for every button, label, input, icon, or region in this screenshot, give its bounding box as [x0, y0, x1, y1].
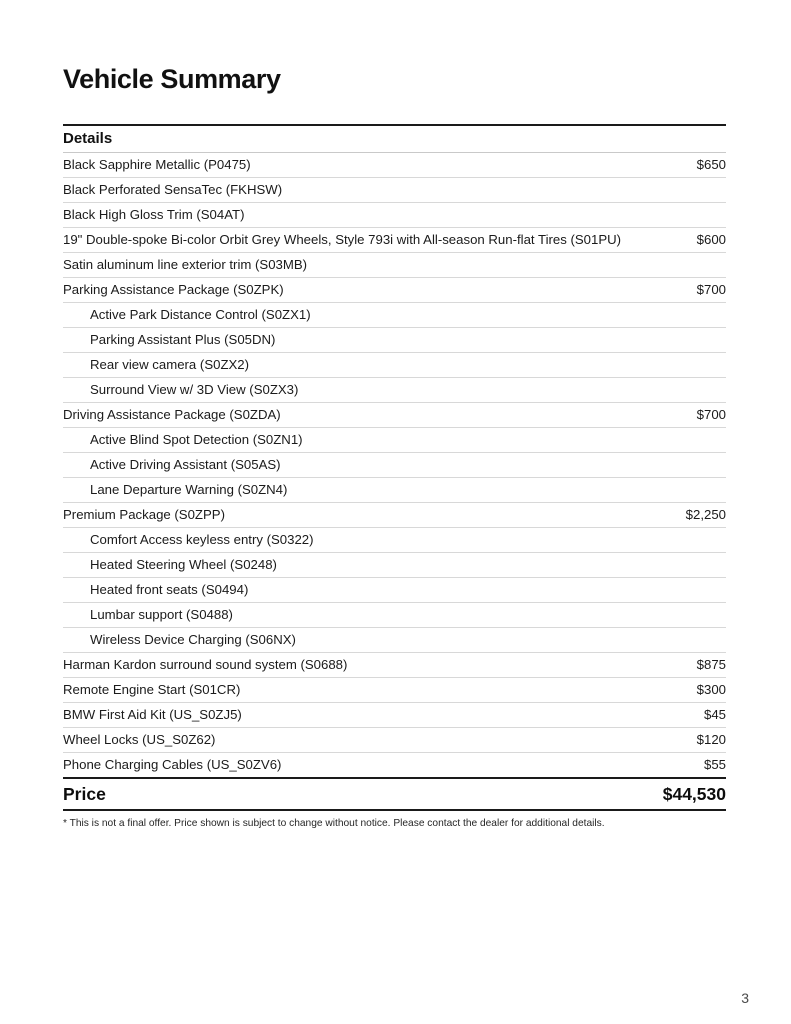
- table-row: [63, 628, 726, 653]
- row-label: Parking Assistance Package (S0ZPK): [63, 282, 284, 297]
- row-value: $700: [696, 282, 726, 297]
- row-label: Surround View w/ 3D View (S0ZX3): [90, 382, 299, 397]
- row-label: BMW First Aid Kit (US_S0ZJ5): [63, 707, 242, 722]
- table-row: [63, 503, 726, 528]
- row-label: Black High Gloss Trim (S04AT): [63, 207, 245, 222]
- table-row: [63, 703, 726, 728]
- table-row: [63, 203, 726, 228]
- row-value: $2,250: [685, 507, 726, 522]
- row-label: Heated Steering Wheel (S0248): [90, 557, 277, 572]
- table-row: [63, 453, 726, 478]
- row-label: Parking Assistant Plus (S05DN): [90, 332, 276, 347]
- table-row: [63, 403, 726, 428]
- table-row: [63, 753, 726, 778]
- table-row: [63, 478, 726, 503]
- row-value: $875: [696, 657, 726, 672]
- table-row: [63, 278, 726, 303]
- price-total-label: Price: [63, 784, 106, 804]
- table-row: [63, 728, 726, 753]
- table-row: [63, 378, 726, 403]
- table-row: [63, 528, 726, 553]
- row-value: $55: [703, 757, 726, 772]
- table-row: [63, 428, 726, 453]
- table-body: [63, 153, 726, 778]
- table-row: [63, 603, 726, 628]
- table-row: [63, 178, 726, 203]
- details-section-header: Details: [63, 130, 113, 147]
- row-label: Heated front seats (S0494): [90, 582, 249, 597]
- table-row: [63, 303, 726, 328]
- row-label: Harman Kardon surround sound system (S0688): [63, 657, 348, 672]
- row-label: 19" Double-spoke Bi-color Orbit Grey Wheels, Style 793i with All-season Run-flat Tires (S01PU): [63, 232, 622, 247]
- row-value: $700: [696, 407, 726, 422]
- row-value: $600: [696, 232, 726, 247]
- row-label: Black Sapphire Metallic (P0475): [63, 157, 251, 172]
- table-row: [63, 678, 726, 703]
- table-row: [63, 228, 726, 253]
- price-total-row: [63, 777, 726, 811]
- price-total-value: $44,530: [662, 784, 726, 804]
- table-row: [63, 153, 726, 178]
- document-content: [63, 0, 726, 830]
- table-row: [63, 653, 726, 678]
- row-label: Active Park Distance Control (S0ZX1): [90, 307, 311, 322]
- row-value: $650: [696, 157, 726, 172]
- row-label: Phone Charging Cables (US_S0ZV6): [63, 757, 282, 772]
- table-row: [63, 578, 726, 603]
- row-label: Active Driving Assistant (S05AS): [90, 457, 281, 472]
- row-label: Lumbar support (S0488): [90, 607, 233, 622]
- table-row: [63, 253, 726, 278]
- details-table: [63, 124, 726, 830]
- row-label: Wireless Device Charging (S06NX): [90, 632, 296, 647]
- page-title: Vehicle Summary: [63, 64, 281, 94]
- row-label: Rear view camera (S0ZX2): [90, 357, 250, 372]
- row-value: $45: [703, 707, 726, 722]
- row-label: Black Perforated SensaTec (FKHSW): [63, 182, 283, 197]
- table-row: [63, 553, 726, 578]
- price-disclaimer: * This is not a final offer. Price shown is subject to change without notice. Please contact the dealer for additional details.: [63, 818, 605, 829]
- row-label: Premium Package (S0ZPP): [63, 507, 225, 522]
- row-value: $300: [696, 682, 726, 697]
- row-value: $120: [696, 732, 726, 747]
- page-number: 3: [741, 990, 749, 1006]
- row-label: Lane Departure Warning (S0ZN4): [90, 482, 288, 497]
- row-label: Wheel Locks (US_S0Z62): [63, 732, 216, 747]
- row-label: Comfort Access keyless entry (S0322): [90, 532, 314, 547]
- row-label: Satin aluminum line exterior trim (S03MB): [63, 257, 308, 272]
- table-row: [63, 353, 726, 378]
- table-row: [63, 328, 726, 353]
- row-label: Active Blind Spot Detection (S0ZN1): [90, 432, 303, 447]
- row-label: Driving Assistance Package (S0ZDA): [63, 407, 281, 422]
- row-label: Remote Engine Start (S01CR): [63, 682, 241, 697]
